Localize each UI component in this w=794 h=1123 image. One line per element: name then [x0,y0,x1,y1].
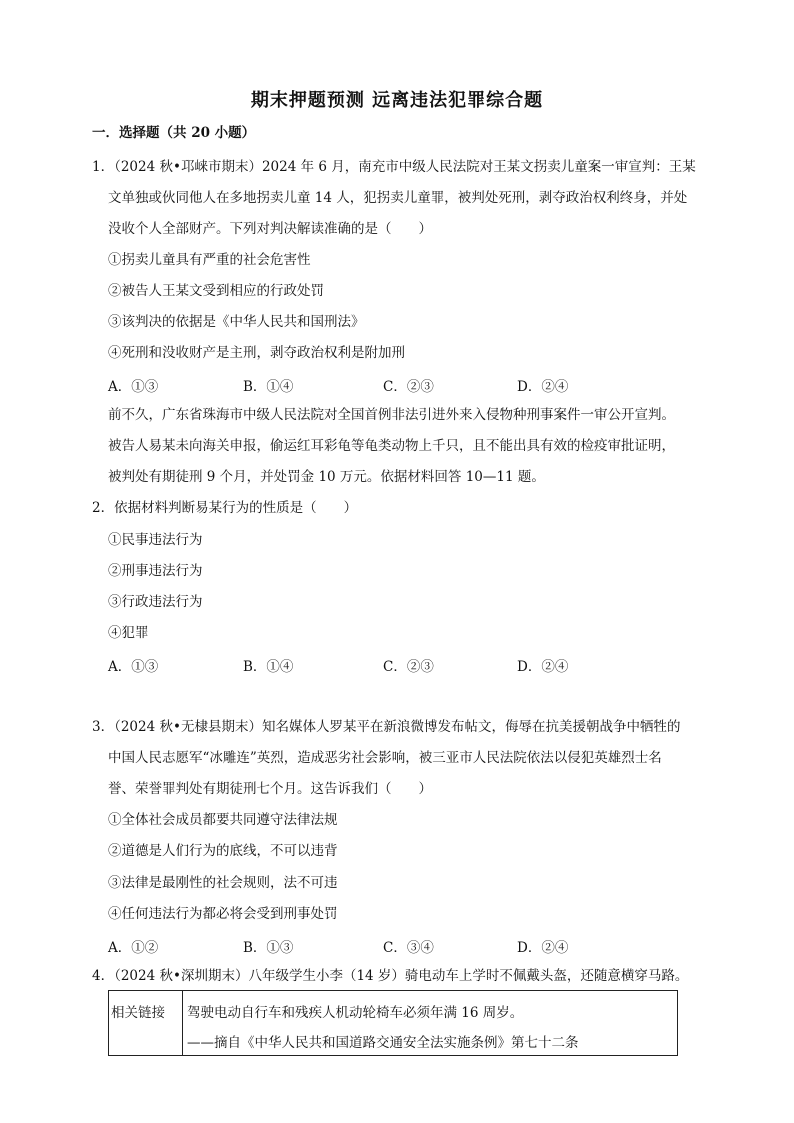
question-3-statement-4: ④任何违法行为都必将会受到刑事处罚 [108,906,338,922]
question-1-line-1: 1．（2024 秋•邛崃市期末）2024 年 6 月，南充市中级人民法院对王某文拐卖儿童案一审宣判：王某 [92,159,696,175]
question-2-line-1: 2．依据材料判断易某行为的性质是（ ） [92,500,358,516]
question-3-option-c[interactable]: C．③④ [383,940,434,956]
question-2-statement-1: ①民事违法行为 [108,532,203,548]
question-1-option-d[interactable]: D．②④ [517,379,569,395]
question-3-option-a[interactable]: A．①② [108,940,159,956]
question-1-option-c[interactable]: C．②③ [383,379,434,395]
question-2-option-a[interactable]: A．①③ [108,659,159,675]
related-link-label: 相关链接 [109,991,183,1055]
page-title: 期末押题预测 远离违法犯罪综合题 [250,90,544,111]
question-1-line-3: 没收个人全部财产。下列对判决解读准确的是（ ） [108,221,432,237]
question-3-line-3: 誉、荣誉罪判处有期徒刑七个月。这告诉我们（ ） [108,781,432,797]
question-1-statement-2: ②被告人王某文受到相应的行政处罚 [108,283,324,299]
question-1-line-2: 文单独或伙同他人在多地拐卖儿童 14 人，犯拐卖儿童罪，被判处死刑，剥夺政治权利终身，并处 [108,190,688,206]
question-3-option-d[interactable]: D．②④ [517,940,569,956]
question-3-line-1: 3．（2024 秋•无棣县期末）知名媒体人罗某平在新浪微博发布帖文，侮辱在抗美援朝战争中牺牲的 [92,719,681,735]
question-2-option-d[interactable]: D．②④ [517,659,569,675]
question-4-line-1: 4．（2024 秋•深圳期末）八年级学生小李（14 岁）骑电动车上学时不佩戴头盔，还随意横穿马路。 [92,968,689,984]
question-3-line-2: 中国人民志愿军“冰雕连”英烈，造成恶劣社会影响，被三亚市人民法院依法以侵犯英雄烈士名 [108,750,662,766]
question-3-statement-1: ①全体社会成员都要共同遵守法律法规 [108,812,338,828]
related-link-text: 驾驶电动自行车和残疾人机动轮椅车必须年满 16 周岁。 [187,1005,524,1021]
question-2-option-c[interactable]: C．②③ [383,659,434,675]
related-link-table [108,990,678,1056]
material-line-3: 被判处有期徒刑 9 个月，并处罚金 10 万元。依据材料回答 10—11 题。 [108,469,545,485]
question-1-option-b[interactable]: B．①④ [243,379,294,395]
question-2-option-b[interactable]: B．①④ [243,659,294,675]
question-1-statement-1: ①拐卖儿童具有严重的社会危害性 [108,252,311,268]
material-line-1: 前不久，广东省珠海市中级人民法院对全国首例非法引进外来入侵物种刑事案件一审公开宣判。 [108,407,675,423]
question-1-statement-4: ④死刑和没收财产是主刑，剥夺政治权利是附加刑 [108,345,405,361]
material-line-2: 被告人易某未向海关申报，偷运红耳彩龟等龟类动物上千只，且不能出具有效的检疫审批证明， [108,438,675,454]
question-2-statement-2: ②刑事违法行为 [108,563,203,579]
question-3-statement-3: ③法律是最刚性的社会规则，法不可违 [108,875,338,891]
question-3-option-b[interactable]: B．①③ [243,940,294,956]
question-1-statement-3: ③该判决的依据是《中华人民共和国刑法》 [108,314,365,330]
question-3-statement-2: ②道德是人们行为的底线，不可以违背 [108,843,338,859]
question-2-statement-4: ④犯罪 [108,625,149,641]
question-2-statement-3: ③行政违法行为 [108,594,203,610]
related-link-source: ——摘自《中华人民共和国道路交通安全法实施条例》第七十二条 [187,1035,579,1051]
question-1-option-a[interactable]: A．①③ [108,379,159,395]
section-heading: 一．选择题（共 20 小题） [92,125,256,141]
